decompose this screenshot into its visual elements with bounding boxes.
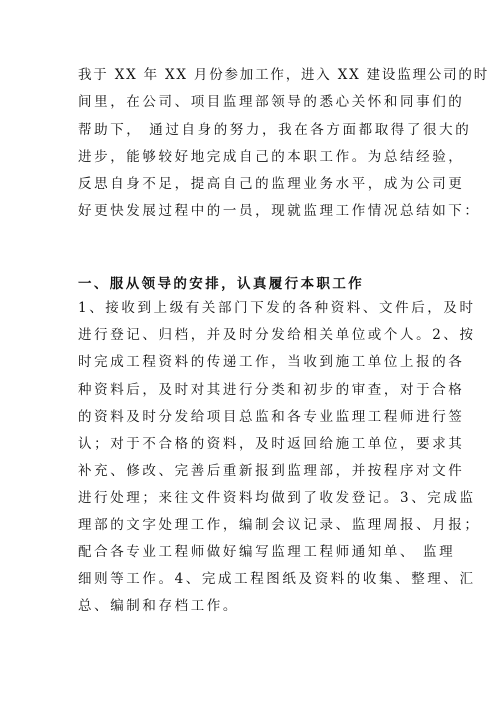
body-line: 种资料后，及时对其进行分类和初步的审查，对于合格 bbox=[78, 382, 465, 398]
intro-line: 帮助下， 通过自身的努力，我在各方面都取得了很大的 bbox=[78, 122, 472, 138]
section-heading: 一、服从领导的安排，认真履行本职工作 bbox=[78, 276, 365, 292]
intro-line: 好更快发展过程中的一员，现就监理工作情况总结如下： bbox=[78, 203, 481, 219]
body-line: 理部的文字处理工作，编制会议记录、监理周报、月报； bbox=[78, 517, 481, 533]
body-line: 进行登记、归档，并及时分发给相关单位或个人。2、按 bbox=[78, 327, 476, 343]
intro-line: 我于 XX 年 XX 月份参加工作，进入 XX 建设监理公司的时 bbox=[78, 67, 490, 83]
body-line: 配合各专业工程师做好编写监理工程师通知单、 监理 bbox=[78, 544, 456, 560]
intro-line: 反思自身不足，提高自己的监理业务水平，成为公司更 bbox=[78, 176, 465, 192]
intro-line: 进步，能够较好地完成自己的本职工作。为总结经验， bbox=[78, 149, 465, 165]
body-line: 细则等工作。4、完成工程图纸及资料的收集、整理、汇 bbox=[78, 571, 476, 587]
body-line: 认；对于不合格的资料，及时返回给施工单位，要求其 bbox=[78, 436, 465, 452]
body-line: 总、编制和存档工作。 bbox=[78, 598, 239, 614]
body-line: 的资料及时分发给项目总监和各专业监理工程师进行签 bbox=[78, 409, 465, 425]
body-line: 时完成工程资料的传递工作，当收到施工单位上报的各 bbox=[78, 354, 465, 370]
intro-line: 间里，在公司、项目监理部领导的悉心关怀和同事们的 bbox=[78, 94, 465, 110]
body-line: 1、接收到上级有关部门下发的各种资料、文件后，及时 bbox=[78, 300, 476, 316]
body-line: 进行处理；来往文件资料均做到了收发登记。3、完成监 bbox=[78, 490, 476, 506]
body-line: 补充、修改、完善后重新报到监理部，并按程序对文件 bbox=[78, 463, 465, 479]
